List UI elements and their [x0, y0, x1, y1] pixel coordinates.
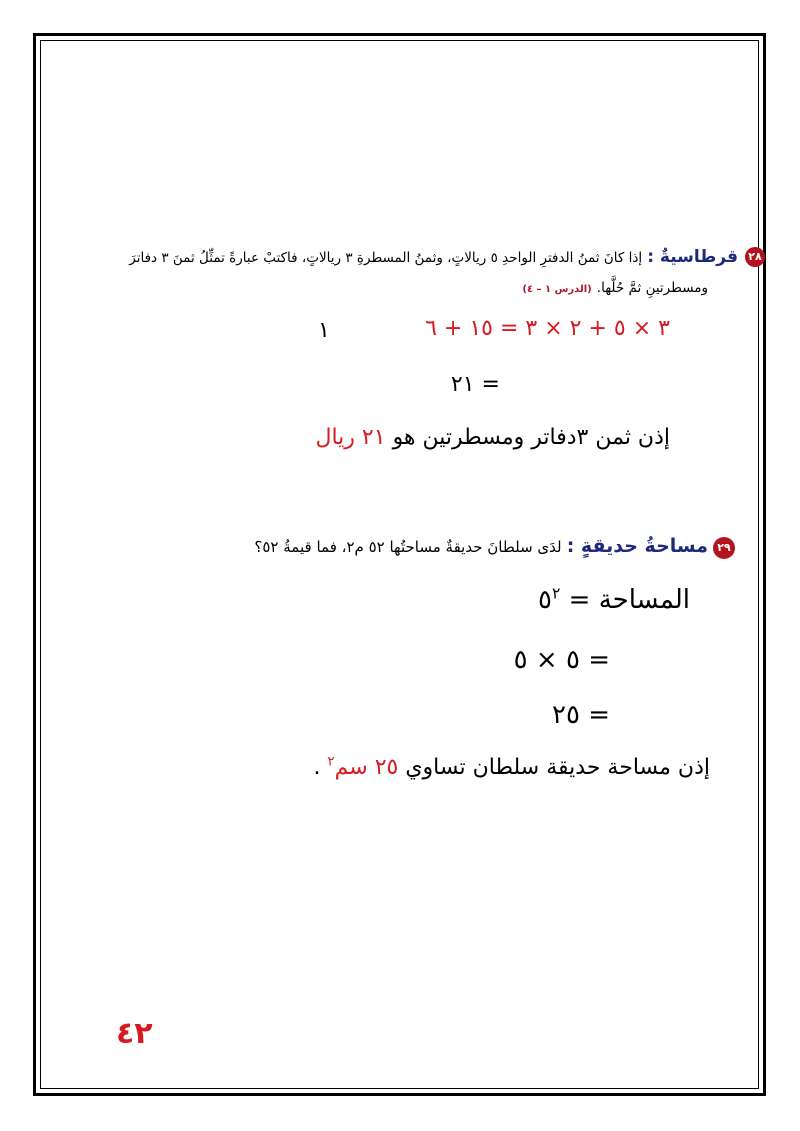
q29-answer-exponent: ٢ — [327, 754, 335, 770]
q28-step1-lhs: ٣ × ٥ + ٢ × ٣ — [525, 316, 670, 341]
q28-step1-equals: = — [499, 316, 519, 341]
q28-step1 — [425, 316, 670, 341]
q29-answer-prefix: إذن مساحة حديقة سلطان تساوي — [405, 755, 710, 780]
question-28-text-line1: إذا كانَ ثمنُ الدفترِ الواحدِ ٥ ريالاتٍ، وثمنُ المسطرةِ ٣ ريالاتٍ، فاكتبْ عبارةً تمثِّلُ ثمنَ ٣ دفاترَ — [129, 250, 643, 266]
question-28-badge: ٢٨ — [745, 247, 765, 267]
q28-answer-value: ٢١ ريال — [315, 425, 386, 450]
question-28-text-line2: ومسطرتينِ ثمَّ حُلَّها. — [596, 280, 708, 296]
q28-answer — [315, 425, 670, 450]
question-28-title: قرطاسيةٌ : — [647, 247, 738, 267]
q29-step1-exponent: ٢ — [551, 584, 561, 603]
q28-answer-prefix: إذن ثمن ٣دفاتر ومسطرتين هو — [392, 425, 670, 450]
page-number: ٤٢ — [116, 1016, 153, 1051]
q28-step1-mark: ١ — [318, 318, 330, 343]
question-29-badge: ٢٩ — [713, 537, 735, 559]
q29-step1 — [538, 585, 690, 615]
q29-step3: = ٢٥ — [552, 700, 610, 730]
q29-answer — [314, 755, 710, 780]
question-29-title: مساحةُ حديقةٍ : — [566, 535, 708, 557]
q29-step2: = ٥ × ٥ — [513, 645, 610, 675]
q29-answer-value: ٢٥ سم — [334, 755, 399, 780]
q29-answer-end: . — [313, 755, 321, 780]
question-28-reference: (الدرس ١ – ٤) — [522, 284, 592, 295]
q29-step1-label: المساحة — [598, 585, 690, 615]
question-28-line2 — [522, 277, 708, 296]
page-border-inner — [40, 40, 759, 1089]
q28-step1-rhs: ١٥ + ٦ — [425, 316, 493, 341]
question-29-text: لدَى سلطانَ حديقةٌ مساحتُها ٥٢ م٢، فما قيمةُ ٥٢؟ — [254, 538, 562, 556]
q28-step2: = ٢١ — [450, 372, 500, 397]
question-28-line1 — [129, 247, 738, 267]
q29-step1-value: ٥ — [538, 585, 552, 615]
q29-step1-equals: = — [568, 585, 591, 615]
question-29-line — [254, 535, 708, 557]
